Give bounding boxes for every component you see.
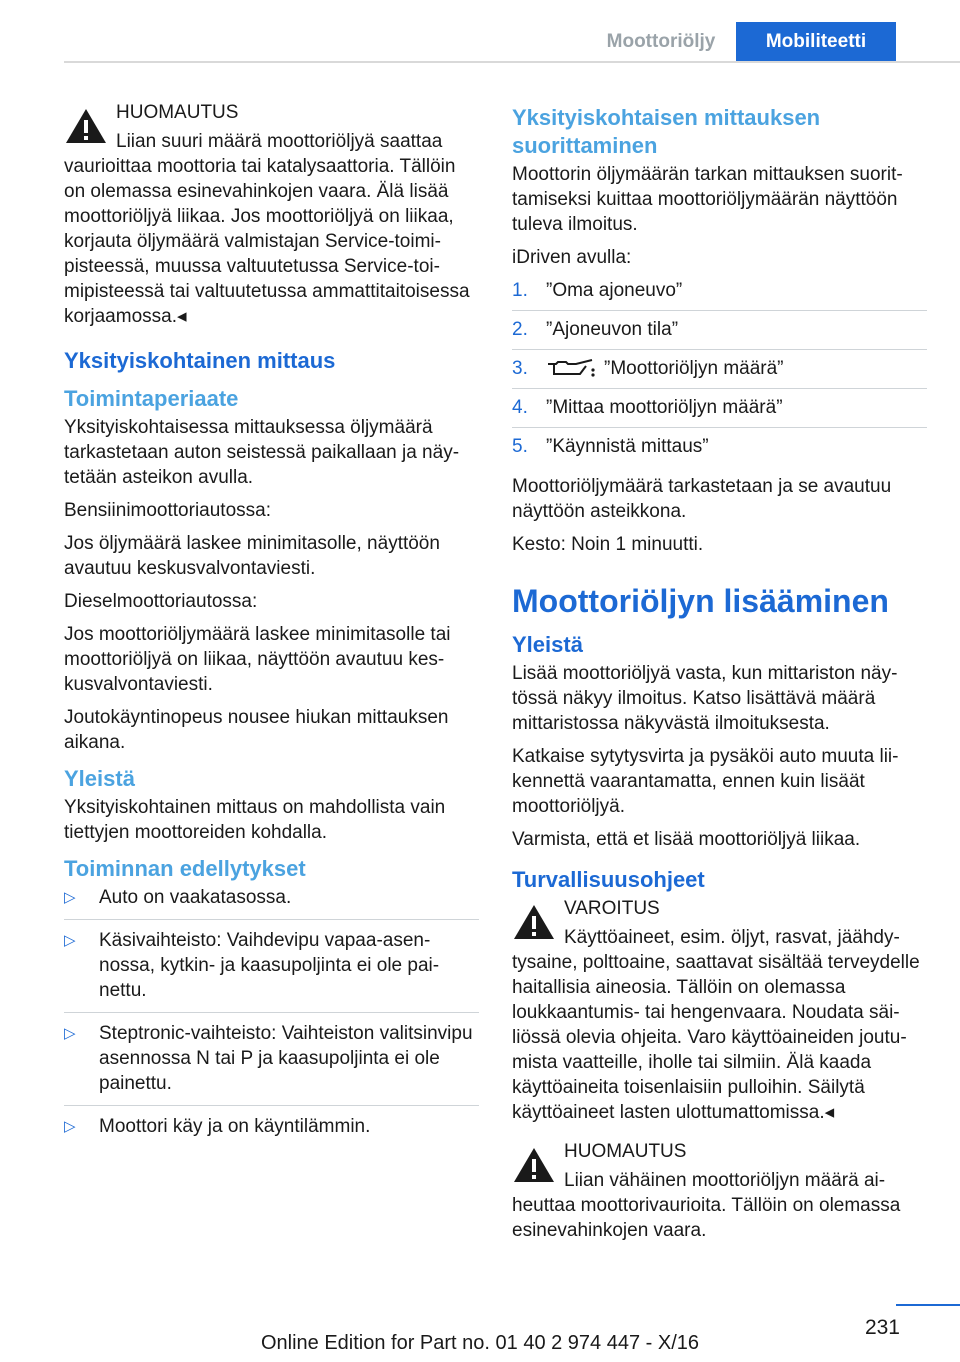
warning-triangle-icon [512, 1145, 556, 1185]
scale-text: Moottoriöljymäärä tarkastetaan ja se avautuu näyttöön asteikkona. [512, 476, 892, 522]
list-item: 3. ”Moottoriöljyn määrä” [512, 356, 927, 389]
bullet-triangle-icon: ▷ [64, 1025, 76, 1042]
header-tab-moottorioljy[interactable]: Moottoriöljy [606, 31, 716, 52]
adding-text-3: Varmista, että et lisää moottoriöljyä liikaa. [512, 829, 861, 850]
safety-title: Turvallisuusohjeet [512, 867, 705, 892]
list-item: ▷ Käsivaihteisto: Vaihdevipu vapaa-asennossa, kytkin- ja kaasupoljinta ei ole painettu. [64, 928, 479, 1013]
right-column [512, 104, 927, 1251]
perform-title: Yksityiskohtaisen mittauksen suorittaminen [512, 105, 821, 158]
list-item: ▷ Auto on vaakatasossa. [64, 885, 479, 920]
left-column [64, 100, 479, 1156]
notice-title: HUOMAUTUS [116, 102, 239, 123]
edition-footer: Online Edition for Part no. 01 40 2 974 447 - X/16 [260, 1332, 700, 1354]
steps-list [512, 278, 927, 466]
notice-text: Liian vähäinen moottoriöljyn määrä aiheuttaa moottorivaurioita. Tällöin on olemassa esinevahinkojen vaara. [512, 1170, 901, 1241]
notice-block [512, 1139, 927, 1243]
adding-text-2: Katkaise sytytysvirta ja pysäköi auto muuta liikennettä vaarantamatta, ennen kuin lisäät moottoriöljyä. [512, 746, 899, 817]
bullet-triangle-icon: ▷ [64, 1118, 76, 1135]
list-item: ▷ Steptronic-vaihteisto: Vaihteiston valitsinvipu asennossa N tai P ja kaasupoljinta ei ole painettu. [64, 1021, 479, 1106]
bullet-triangle-icon: ▷ [64, 932, 76, 949]
warning-text: Käyttöaineet, esim. öljyt, rasvat, jäähdytysaine, polttoaine, saattavat sisältää terveydelle haitallisia aineosia. Tällöin on olemassa loukkaantumis- tai hengenvaara. Noudata säiliössä olevia ohjeita. Varo käyttöaineiden joutumista vaatteille, iholle tai silmiin. Älä kaada käyttöaineita toisenlaisiin pulloihin. Säilytä käyttöaineet lasten ulottumattomissa.◂ [512, 927, 920, 1123]
header-divider [64, 61, 960, 63]
warning-triangle-icon [64, 106, 108, 146]
petrol-label: Bensiinimoottoriautossa: [64, 500, 271, 521]
adding-general-title: Yleistä [512, 632, 583, 657]
warning-block [512, 896, 927, 1125]
petrol-text: Jos öljymäärä laskee minimitasolle, näyttöön avautuu keskusvalvontaviesti. [64, 533, 440, 579]
diesel-label: Dieselmoottoriautossa: [64, 591, 258, 612]
list-item: 1. ”Oma ajoneuvo” [512, 278, 927, 311]
notice-block [64, 100, 479, 329]
idrive-label: iDriven avulla: [512, 247, 632, 268]
perform-text: Moottorin öljymäärän tarkan mittauksen suorittamiseksi kuittaa moottoriöljymäärän näyttöön tuleva ilmoitus. [512, 164, 903, 235]
principle-text: Yksityiskohtaisessa mittauksessa öljymäärä tarkastetaan auton seistessä paikallaan ja näytetään asteikon avulla. [64, 417, 460, 488]
notice-title: HUOMAUTUS [564, 1141, 687, 1162]
list-item: 2. ”Ajoneuvon tila” [512, 317, 927, 350]
adding-text-1: Lisää moottoriöljyä vasta, kun mittariston näytössä näkyy ilmoitus. Katso lisättävä määrä mittaristossa näkyvästä ilmoituksesta. [512, 663, 898, 734]
adding-oil-title: Moottoriöljyn lisääminen [512, 583, 889, 619]
general-text: Yksityiskohtainen mittaus on mahdollista vain tiettyjen moottoreiden kohdalla. [64, 797, 446, 843]
section-title: Yksityiskohtainen mittaus [64, 348, 336, 373]
idle-text: Joutokäyntinopeus nousee hiukan mittauksen aikana. [64, 707, 449, 753]
prerequisites-list [64, 885, 479, 1148]
duration-text: Kesto: Noin 1 minuutti. [512, 534, 704, 555]
list-item: ▷ Moottori käy ja on käyntilämmin. [64, 1116, 371, 1137]
page-number: 231 [864, 1316, 900, 1339]
warning-title: VAROITUS [564, 898, 660, 919]
notice-text: Liian suuri määrä moottoriöljyä saattaa vaurioittaa moottoria tai katalysaattoria. Tällöin on olemassa esinevahinkojen vaara. Älä lisää moottoriöljyä liikaa. Jos moottoriöljyä on liikaa, korjauta öljymäärä valmistajan Service-toimipisteessä, muussa valtuutetussa Service-toimipisteessä tai valtuutetussa ammattitaitoisessa korjaamossa.◂ [64, 131, 470, 327]
principle-title: Toimintaperiaate [64, 386, 239, 411]
diesel-text: Jos moottoriöljymäärä laskee minimitasolle tai moottoriöljyä on liikaa, näyttöön avautuu keskusvalvontaviesti. [64, 624, 451, 695]
warning-triangle-icon [512, 902, 556, 942]
oil-can-icon [546, 358, 596, 380]
header-tab-mobiliteetti[interactable]: Mobiliteetti [736, 22, 896, 62]
general-title: Yleistä [64, 766, 135, 791]
bullet-triangle-icon: ▷ [64, 889, 76, 906]
list-item: 5. ”Käynnistä mittaus” [512, 436, 709, 457]
prerequisites-title: Toiminnan edellytykset [64, 856, 306, 881]
footer-divider [896, 1304, 960, 1306]
list-item: 4. ”Mittaa moottoriöljyn määrä” [512, 395, 927, 428]
